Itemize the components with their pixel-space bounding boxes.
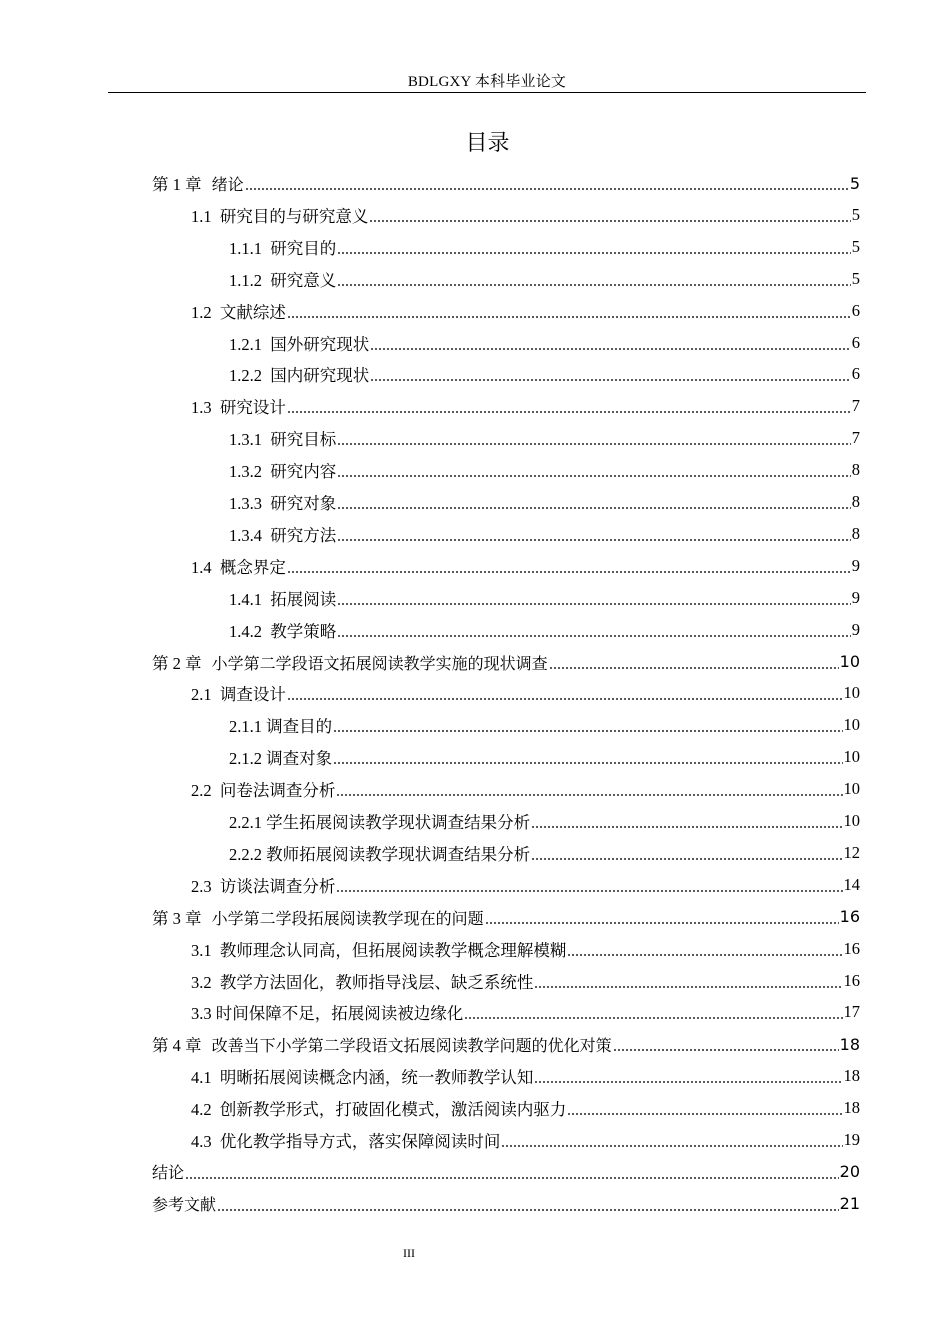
toc-entry-label (229, 362, 369, 386)
toc-entry-number: 1.3.2 (229, 462, 262, 482)
dot-leader (333, 748, 842, 766)
toc-entry-number: 1.1.2 (229, 270, 262, 290)
toc-entry-label (229, 426, 336, 450)
toc-entry[interactable] (152, 1188, 860, 1220)
toc-entry-label (229, 235, 336, 259)
toc-entry-page: 10 (843, 779, 860, 799)
toc-entry-label (191, 1096, 566, 1120)
toc-entry-number: 1.4 (191, 557, 212, 577)
toc-entry[interactable] (152, 901, 860, 933)
dot-leader (337, 525, 851, 543)
toc-entry-label (229, 841, 530, 865)
dot-leader (464, 1003, 842, 1021)
toc-entry[interactable] (191, 933, 860, 965)
dot-leader (567, 1099, 842, 1117)
dot-leader (287, 684, 843, 702)
toc-entry-label (229, 745, 332, 769)
dot-leader (217, 1195, 839, 1213)
toc-entry-label (229, 331, 369, 355)
toc-entry-label (229, 267, 336, 291)
toc-entry-label (191, 1128, 500, 1152)
page-number: III (403, 1246, 415, 1260)
toc-entry-label (229, 809, 530, 833)
dot-leader (245, 174, 849, 192)
toc-entry-page: 10 (843, 811, 860, 830)
toc-entry-title: 概念界定 (219, 557, 286, 577)
toc-entry-page: 5 (851, 204, 860, 224)
toc-entry-title: 创新教学形式，打破固化模式，激活阅读内驱力 (219, 1100, 567, 1120)
toc-entry-title: 研究对象 (270, 494, 337, 513)
dot-leader (337, 238, 851, 256)
toc-entry-title: 国内研究现状 (270, 366, 370, 386)
toc-entry-page: 7 (851, 396, 860, 416)
toc-entry[interactable] (229, 486, 860, 518)
toc-entry-number: 2.2 (191, 781, 212, 801)
toc-entry-page: 6 (851, 332, 860, 352)
toc-entry-label (229, 586, 336, 610)
toc-entry-title: 参考文献 (152, 1195, 217, 1215)
toc-entry[interactable] (229, 358, 860, 390)
toc-entry-title: 研究方法 (270, 525, 337, 545)
toc-entry-label (191, 394, 286, 418)
toc-entry-label (152, 1032, 612, 1056)
toc-entry[interactable] (229, 614, 860, 646)
toc-entry-title: 绪论 (211, 175, 244, 194)
toc-entry[interactable] (229, 263, 860, 295)
toc-entry-title: 教师理念认同高，但拓展阅读教学概念理解模糊 (219, 940, 567, 960)
toc-entry[interactable] (229, 454, 860, 486)
toc-entry-page: 20 (839, 1162, 860, 1182)
toc-entry[interactable] (191, 1124, 860, 1156)
toc-entry-number: 2.2.2 (229, 844, 262, 864)
toc-entry-number: 4.3 (191, 1132, 212, 1151)
toc-entry-number: 1.3.4 (229, 525, 262, 545)
toc-entry-number: 第 3 章 (152, 908, 202, 928)
dot-leader (185, 1163, 839, 1181)
header-rule (108, 92, 866, 93)
toc-entry-label (191, 299, 286, 323)
toc-entry[interactable] (191, 295, 860, 327)
dot-leader (534, 972, 842, 990)
dot-leader (287, 397, 851, 415)
dot-leader (287, 557, 851, 575)
toc-entry-number: 3.1 (191, 940, 212, 960)
toc-entry-page: 19 (843, 1130, 860, 1149)
toc-entry-title: 研究目的 (270, 238, 337, 258)
toc-entry-label (191, 203, 368, 227)
dot-leader (369, 206, 850, 224)
toc-entry[interactable] (152, 646, 860, 678)
toc-entry-number: 1.4.1 (229, 589, 262, 609)
toc-entry-title: 教师拓展阅读教学现状调查结果分析 (266, 844, 531, 864)
toc-entry-number: 1.2.1 (229, 334, 262, 354)
toc-entry-label (229, 713, 332, 737)
toc-entry-page: 10 (839, 652, 860, 671)
toc-entry[interactable] (191, 677, 860, 709)
toc-entry[interactable] (152, 1156, 860, 1188)
toc-entry-page: 10 (843, 715, 860, 735)
toc-entry-page: 6 (851, 364, 860, 384)
dot-leader (534, 1067, 842, 1085)
toc-entry-page: 8 (851, 492, 860, 511)
toc-entry[interactable] (229, 741, 860, 773)
toc-entry-number: 4.1 (191, 1068, 212, 1088)
dot-leader (485, 908, 839, 926)
toc-entry[interactable] (229, 422, 860, 454)
toc-entry-number: 3.2 (191, 972, 212, 992)
toc-entry-number: 2.3 (191, 876, 212, 896)
toc-entry-number: 第 4 章 (152, 1036, 202, 1056)
toc-entry-label (152, 1192, 216, 1215)
dot-leader (337, 270, 851, 288)
toc-entry-number: 2.2.1 (229, 813, 262, 832)
toc-entry[interactable] (229, 709, 860, 741)
toc-entry-label (229, 522, 336, 546)
toc-entry-title: 结论 (152, 1163, 185, 1183)
toc-entry-title: 明晰拓展阅读概念内涵，统一教师教学认知 (219, 1068, 534, 1088)
toc-entry-page: 10 (843, 683, 860, 703)
toc-entry-title: 问卷法调查分析 (219, 781, 336, 801)
toc-entry[interactable] (152, 167, 860, 199)
toc-entry-label (191, 681, 286, 705)
toc-entry-title: 调查对象 (266, 749, 333, 769)
toc-entry-page: 12 (843, 842, 860, 862)
dot-leader (337, 493, 851, 511)
toc-entry-title: 小学第二学段拓展阅读教学现在的问题 (211, 908, 484, 928)
toc-entry-title: 研究内容 (270, 462, 337, 482)
toc-entry-label (229, 618, 336, 642)
toc-entry-label (191, 554, 286, 578)
toc-entry-label (229, 458, 336, 482)
dot-leader (501, 1131, 842, 1149)
dot-leader (567, 940, 842, 958)
dot-leader (337, 589, 851, 607)
dot-leader (333, 716, 842, 734)
toc-entry-number: 第 1 章 (152, 175, 202, 194)
toc-entry-number: 1.3 (191, 398, 212, 418)
toc-entry-title: 教学方法固化，教师指导浅层、缺乏系统性 (219, 972, 534, 992)
toc-entry-title: 调查目的 (266, 717, 333, 737)
toc-entry-title: 研究目的与研究意义 (219, 206, 369, 226)
toc-entry[interactable] (229, 327, 860, 359)
toc-entry-page: 18 (839, 1034, 860, 1054)
page-header: BDLGXY 本科毕业论文 (407, 74, 567, 90)
toc-entry-label (191, 777, 335, 801)
toc-entry-label (152, 1160, 184, 1183)
toc-entry-page: 8 (851, 460, 860, 480)
toc-entry-page: 6 (851, 300, 860, 320)
toc-entry-label (229, 490, 336, 514)
toc-entry-number: 1.1 (191, 206, 212, 226)
dot-leader (370, 334, 851, 352)
toc-entry[interactable] (229, 231, 860, 263)
toc-entry-title: 改善当下小学第二学段语文拓展阅读教学问题的优化对策 (211, 1036, 612, 1056)
toc-entry[interactable] (229, 582, 860, 614)
toc-entry-number: 3.3 (191, 1004, 212, 1024)
toc-entry-number: 1.4.2 (229, 621, 262, 641)
toc-entry[interactable] (229, 837, 860, 869)
toc-entry-title: 时间保障不足，拓展阅读被边缘化 (215, 1004, 464, 1024)
toc-entry-title: 学生拓展阅读教学现状调查结果分析 (266, 813, 531, 832)
toc-entry-number: 2.1.2 (229, 749, 262, 769)
toc-entry-title: 小学第二学段语文拓展阅读教学实施的现状调查 (211, 653, 548, 673)
dot-leader (549, 653, 839, 671)
dot-leader (613, 1035, 839, 1053)
toc-entry-page: 7 (851, 428, 860, 448)
toc-entry-number: 2.1.1 (229, 717, 262, 737)
toc-entry-title: 研究设计 (219, 398, 286, 418)
dot-leader (337, 429, 851, 447)
toc-entry[interactable] (191, 550, 860, 582)
toc-entry-page: 18 (843, 1066, 860, 1086)
dot-leader (531, 812, 842, 830)
toc-entry-title: 教学策略 (270, 621, 337, 641)
toc-entry-page: 10 (843, 747, 860, 767)
toc-entry-title: 访谈法调查分析 (219, 876, 336, 896)
toc-entry-label (191, 937, 566, 961)
toc-entry-title: 国外研究现状 (270, 334, 370, 354)
toc-entry-page: 16 (839, 907, 860, 927)
toc-title: 目录 (465, 131, 510, 156)
toc-entry[interactable] (191, 996, 860, 1028)
toc-entry-title: 调查设计 (219, 685, 286, 705)
toc-entry-label (191, 1064, 533, 1088)
dot-leader (531, 844, 842, 862)
toc-entry[interactable] (191, 1092, 860, 1124)
toc-entry[interactable] (191, 390, 860, 422)
toc-entry[interactable] (152, 1028, 860, 1060)
toc-entry-number: 1.2 (191, 302, 212, 322)
toc-entry[interactable] (229, 805, 860, 837)
toc-entry-number: 1.1.1 (229, 238, 262, 258)
dot-leader (336, 780, 842, 798)
toc-entry-number: 1.3.1 (229, 430, 262, 450)
toc-entry-label (152, 905, 484, 929)
dot-leader (337, 621, 851, 639)
toc-entry-title: 研究意义 (270, 270, 337, 290)
toc-entry-page: 5 (851, 236, 860, 256)
toc-entry-label (191, 969, 533, 993)
dot-leader (287, 302, 851, 320)
dot-leader (336, 876, 842, 894)
toc-entry-page: 17 (843, 1002, 860, 1022)
toc-entry-number: 1.2.2 (229, 366, 262, 386)
toc-entry-number: 第 2 章 (152, 653, 202, 673)
toc-entry-page: 5 (849, 173, 860, 193)
toc-entry-number: 4.2 (191, 1100, 212, 1120)
toc-entry-page: 5 (851, 268, 860, 288)
toc-entry-title: 文献综述 (219, 302, 286, 322)
toc-entry-label (152, 171, 244, 195)
toc-entry-title: 拓展阅读 (270, 589, 337, 609)
toc-entry-page: 8 (851, 523, 860, 543)
toc-entry-page: 14 (843, 874, 860, 894)
dot-leader (337, 461, 851, 479)
toc-entry-title: 优化教学指导方式，落实保障阅读时间 (219, 1132, 501, 1151)
toc-entry-title: 研究目标 (270, 430, 337, 450)
toc-entry-page: 21 (839, 1194, 860, 1214)
toc-entry-label (191, 1000, 463, 1024)
toc-entry[interactable] (191, 1060, 860, 1092)
toc-entry-label (152, 650, 548, 674)
toc-entry-page: 9 (851, 619, 860, 639)
toc-entry[interactable] (191, 965, 860, 997)
toc-entry-page: 9 (851, 587, 860, 607)
toc-entry[interactable] (191, 869, 860, 901)
toc-entry[interactable] (191, 773, 860, 805)
toc-entry-page: 9 (851, 555, 860, 575)
toc-entry-number: 2.1 (191, 685, 212, 705)
toc-entry[interactable] (191, 199, 860, 231)
toc-entry-number: 1.3.3 (229, 494, 262, 513)
dot-leader (370, 365, 851, 383)
toc-entry[interactable] (229, 518, 860, 550)
toc-entry-label (191, 873, 335, 897)
toc-entry-page: 18 (843, 1098, 860, 1118)
toc-entry-page: 16 (843, 938, 860, 958)
toc-entry-page: 16 (843, 970, 860, 990)
